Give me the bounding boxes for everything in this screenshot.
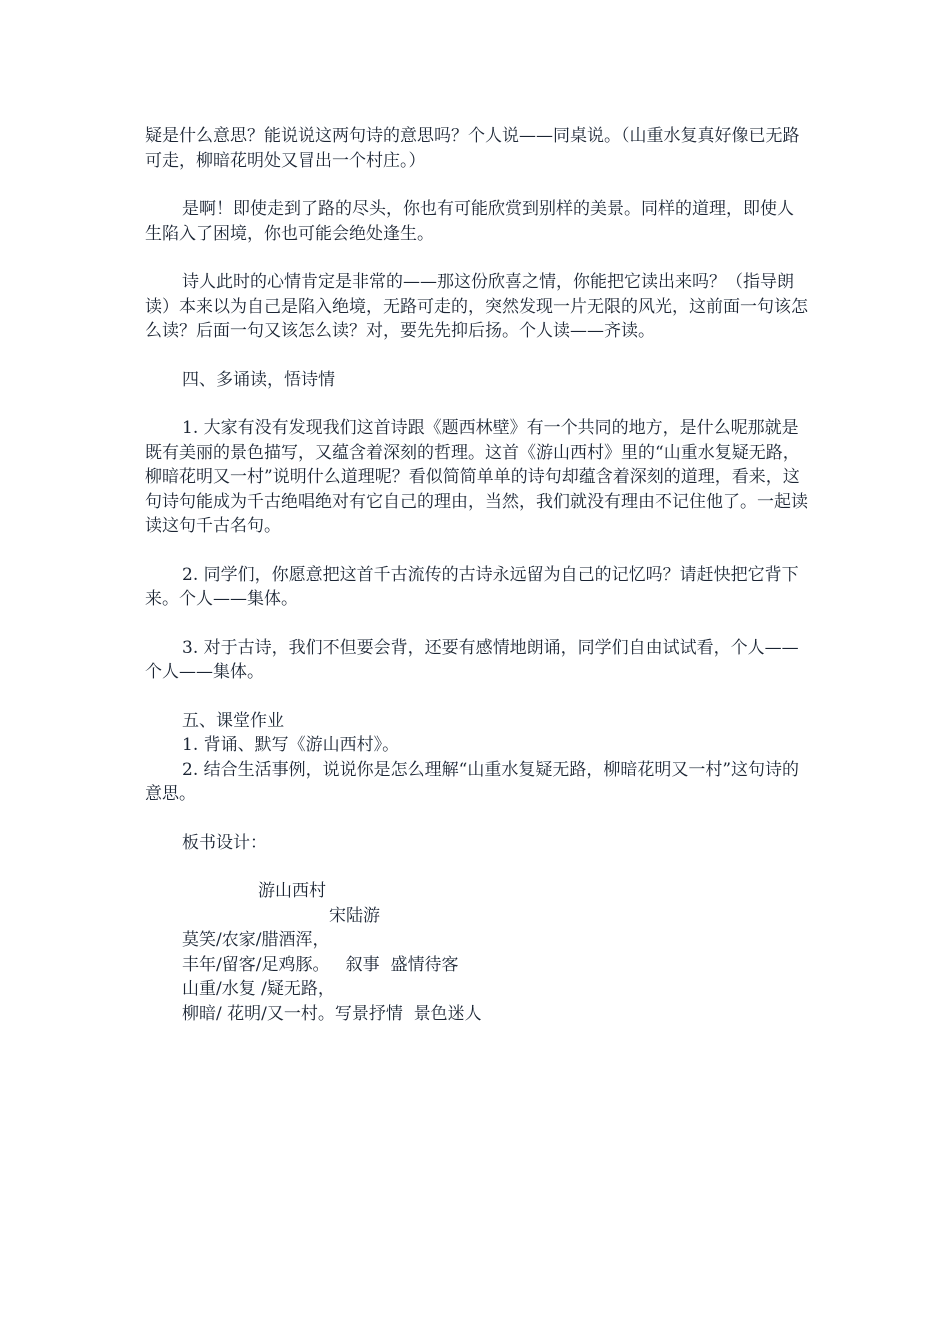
paragraph-road-end: 是啊！即使走到了路的尽头，你也有可能欣赏到别样的美景。同样的道理，即使人生陷入了困境，你也可能会绝处逢生。 xyxy=(145,199,794,244)
board-line-one: 莫笑/农家/腊酒浑， xyxy=(182,930,330,950)
section-heading-four: 四、多诵读，悟诗情 xyxy=(182,369,335,390)
homework-item-two: 2. 结合生活事例，说说你是怎么理解“山重水复疑无路，柳暗花明又一村”这句诗的意思。 xyxy=(145,759,800,804)
board-line-four: 柳暗/ 花明/又一村。写景抒情 景色迷人 xyxy=(182,1003,482,1024)
homework-item-one: 1. 背诵、默写《游山西村》。 xyxy=(182,735,400,755)
list-item-three: 3. 对于古诗，我们不但要会背，还要有感情地朗诵，同学们自由试试看，个人——个人——集体。 xyxy=(145,637,799,682)
paragraph-reading-guide: 诗人此时的心情肯定是非常的——那这份欣喜之情，你能把它读出来吗？（指导朗读）本来以为自己是陷入绝境，无路可走的，突然发现一片无限的风光，这前面一句该怎么读？后面一句又该怎么读？对，要先先抑后扬。个人读——齐读。 xyxy=(145,272,808,341)
list-item-two: 2. 同学们，你愿意把这首千古流传的古诗永远留为自己的记忆吗？请赶快把它背下来。个人——集体。 xyxy=(145,564,799,609)
board-poem-title: 游山西村 xyxy=(258,881,326,901)
document-body xyxy=(145,124,810,1026)
board-author: 宋陆游 xyxy=(329,905,380,926)
list-item-one: 1. 大家有没有发现我们这首诗跟《题西林壁》有一个共同的地方，是什么呢那就是既有美丽的景色描写，又蕴含着深刻的哲理。这首《游山西村》里的“山重水复疑无路，柳暗花明又一村”说明什么道理呢？看似简简单单的诗句却蕴含着深刻的道理，看来，这句诗句能成为千古绝唱绝对有它自己的理由，当然，我们就没有理由不记住他了。一起读读这句千古名句。 xyxy=(145,418,808,536)
paragraph-meaning: 疑是什么意思？能说说这两句诗的意思吗？个人说——同桌说。（山重水复真好像已无路可走，柳暗花明处又冒出一个村庄。） xyxy=(145,126,800,171)
board-line-two: 丰年/留客/足鸡豚。 叙事 盛情待客 xyxy=(182,954,459,975)
board-line-three: 山重/水复 /疑无路， xyxy=(182,979,335,999)
board-design-heading: 板书设计： xyxy=(182,832,267,853)
section-heading-five: 五、课堂作业 xyxy=(182,710,284,731)
board-design xyxy=(145,879,810,1026)
